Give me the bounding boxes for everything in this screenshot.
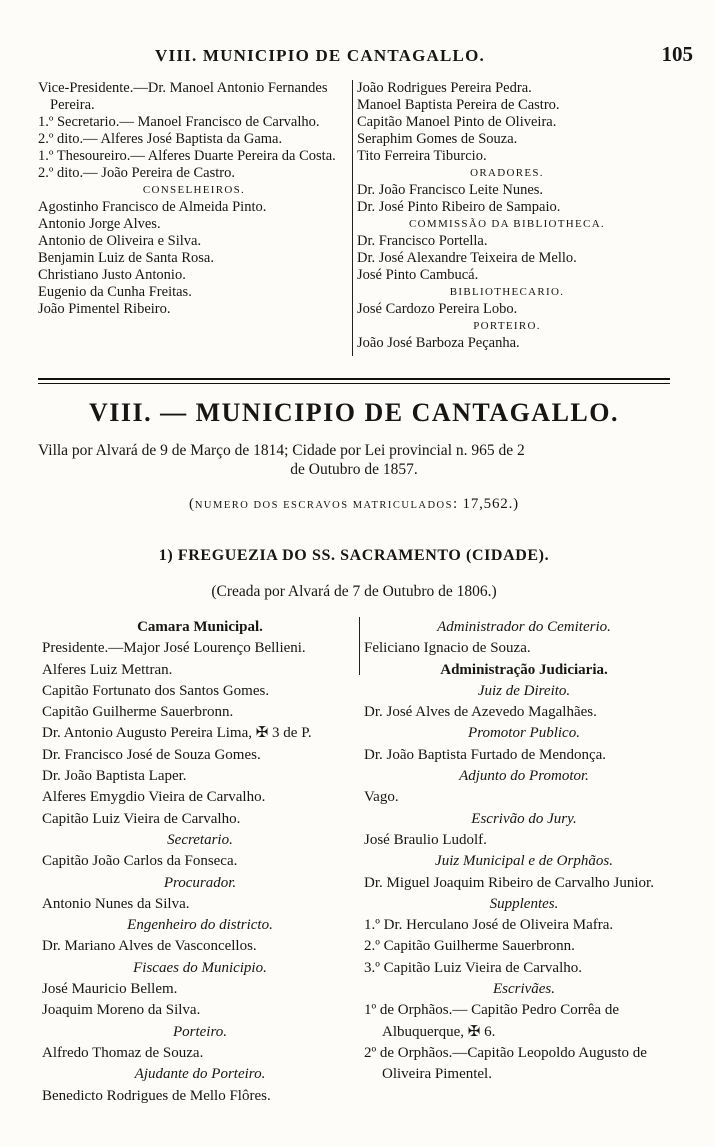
juiz-direito: Dr. José Alves de Azevedo Magalhães.	[364, 704, 597, 721]
list-item: Christiano Justo Antonio.	[38, 267, 186, 283]
procurador: Antonio Nunes da Silva.	[42, 895, 190, 912]
list-item: João Pimentel Ribeiro.	[38, 301, 171, 317]
porteiro-heading: Porteiro.	[172, 1023, 228, 1040]
bibliothecario-heading: BIBLIOTHECARIO.	[449, 286, 565, 298]
list-item: Dr. Francisco Portella.	[357, 233, 488, 249]
escrivao-jury: José Braulio Ludolf.	[364, 831, 487, 848]
parish-title: 1) FREGUEZIA DO SS. SACRAMENTO (CIDADE).	[158, 547, 550, 564]
adjunto: Vago.	[364, 789, 399, 806]
list-item: 1º de Orphãos.— Capitão Pedro Corrêa de Albuquerque, ✠ 6.	[364, 1002, 619, 1040]
slaves-value: 17,562	[462, 496, 509, 512]
list-item: João José Barboza Peçanha.	[357, 335, 520, 351]
list-item: Alferes Luiz Mettran.	[42, 661, 173, 678]
list-item: Antonio de Oliveira e Silva.	[38, 233, 202, 249]
juiz-municipal-heading: Juiz Municipal e de Orphãos.	[435, 853, 613, 870]
villa-line-2: de Outubro de 1857.	[290, 461, 418, 478]
lower-left-column	[42, 617, 358, 1107]
list-item: José Cardozo Pereira Lobo.	[357, 301, 518, 317]
list-item: José Mauricio Bellem.	[42, 981, 178, 998]
list-item: Dr. Francisco José de Souza Gomes.	[42, 746, 261, 763]
judiciaria-heading: Administração Judiciaria.	[440, 661, 608, 678]
juiz-direito-heading: Juiz de Direito.	[477, 682, 571, 699]
column-divider	[359, 617, 360, 675]
segundo-thesoureiro: 2.º dito.— João Pereira de Castro.	[38, 165, 235, 181]
list-item: João Rodrigues Pereira Pedra.	[357, 80, 532, 96]
page-number: 105	[661, 42, 693, 66]
list-item: Seraphim Gomes de Souza.	[357, 131, 518, 147]
primeiro-thesoureiro: 1.º Thesoureiro.— Alferes Duarte Pereira da Costa.	[38, 148, 336, 164]
column-divider	[352, 80, 353, 356]
list-item: Dr. João Francisco Leite Nunes.	[357, 182, 544, 198]
list-item: Dr. João Baptista Laper.	[42, 768, 187, 785]
list-item: Joaquim Moreno da Silva.	[42, 1002, 201, 1019]
camara-heading: Camara Municipal.	[137, 619, 263, 635]
list-item: Capitão Luiz Vieira de Carvalho.	[42, 810, 241, 827]
cemiterio-heading: Administrador do Cemiterio.	[437, 619, 611, 635]
escrivaes-heading: Escrivães.	[492, 981, 556, 998]
juiz-municipal: Dr. Miguel Joaquim Ribeiro de Carvalho Junior.	[364, 874, 654, 891]
list-item: Agostinho Francisco de Almeida Pinto.	[38, 199, 267, 215]
porteiro: Alfredo Thomaz de Souza.	[42, 1044, 204, 1061]
supplentes-heading: Supplentes.	[489, 895, 559, 912]
list-item: José Pinto Cambucá.	[357, 267, 479, 283]
list-item: Antonio Jorge Alves.	[38, 216, 161, 232]
presidente: Presidente.—Major José Lourenço Bellieni.	[42, 640, 306, 657]
ajudante-heading: Ajudante do Porteiro.	[134, 1066, 266, 1083]
list-item: Dr. José Pinto Ribeiro de Sampaio.	[357, 199, 561, 215]
promotor-heading: Promotor Publico.	[468, 725, 580, 742]
ajudante: Benedicto Rodrigues de Mello Flôres.	[42, 1087, 271, 1104]
conselheiros-heading: CONSELHEIROS.	[142, 184, 246, 196]
list-item: Capitão Fortunato dos Santos Gomes.	[42, 682, 270, 699]
slaves-count: (NUMERO DOS ESCRAVOS MATRICULADOS: 17,562.)	[189, 496, 519, 512]
vice-presidente: Vice-Presidente.—Dr. Manoel Antonio Fernandes Pereira.	[38, 80, 328, 113]
commissao-heading: COMMISSÃO DA BIBLIOTHECA.	[409, 218, 605, 230]
segundo-secretario: 2.º dito.— Alferes José Baptista da Gama.	[38, 131, 283, 147]
parish-created: (Creada por Alvará de 7 de Outubro de 1806.)	[211, 583, 497, 600]
section-rule	[38, 378, 670, 380]
list-item: Benjamin Luiz de Santa Rosa.	[38, 250, 214, 266]
secretario-heading: Secretario.	[167, 831, 233, 848]
list-item: Dr. Antonio Augusto Pereira Lima, ✠ 3 de P.	[42, 725, 312, 742]
list-item: 3.º Capitão Luiz Vieira de Carvalho.	[364, 959, 582, 976]
slaves-label: NUMERO DOS ESCRAVOS MATRICULADOS	[194, 500, 453, 511]
upper-left-column	[38, 80, 350, 318]
list-item: 1.º Dr. Herculano José de Oliveira Mafra.	[364, 917, 614, 934]
fiscaes-heading: Fiscaes do Municipio.	[133, 959, 267, 976]
section-title: VIII. — MUNICIPIO DE CANTAGALLO.	[88, 398, 619, 427]
upper-right-column	[357, 80, 657, 352]
engenheiro-heading: Engenheiro do districto.	[127, 917, 273, 934]
escrivao-jury-heading: Escrivão do Jury.	[471, 810, 577, 827]
adjunto-heading: Adjunto do Promotor.	[459, 768, 589, 785]
list-item: Capitão Guilherme Sauerbronn.	[42, 704, 234, 721]
lower-right-column	[364, 617, 684, 1086]
secretario: Capitão João Carlos da Fonseca.	[42, 853, 238, 870]
porteiro-heading: PORTEIRO.	[473, 320, 541, 332]
list-item: Tito Ferreira Tiburcio.	[357, 148, 487, 164]
list-item: 2º de Orphãos.—Capitão Leopoldo Augusto de Oliveira Pimentel.	[364, 1044, 647, 1083]
cemiterio: Feliciano Ignacio de Souza.	[364, 640, 531, 657]
list-item: Dr. José Alexandre Teixeira de Mello.	[357, 250, 577, 266]
promotor: Dr. João Baptista Furtado de Mendonça.	[364, 746, 607, 763]
villa-line-1: Villa por Alvará de 9 de Março de 1814; Cidade por Lei provincial n. 965 de 2	[38, 442, 525, 459]
procurador-heading: Procurador.	[163, 874, 237, 891]
list-item: Eugenio da Cunha Freitas.	[38, 284, 192, 300]
list-item: Manoel Baptista Pereira de Castro.	[357, 97, 560, 113]
running-title: VIII. MUNICIPIO DE CANTAGALLO.	[155, 46, 485, 65]
list-item: 2.º Capitão Guilherme Sauerbronn.	[364, 938, 575, 955]
oradores-heading: ORADORES.	[470, 167, 544, 179]
list-item: Alferes Emygdio Vieira de Carvalho.	[42, 789, 266, 806]
engenheiro: Dr. Mariano Alves de Vasconcellos.	[42, 938, 257, 955]
list-item: Capitão Manoel Pinto de Oliveira.	[357, 114, 557, 130]
primeiro-secretario: 1.º Secretario.— Manoel Francisco de Carvalho.	[38, 114, 320, 130]
section-rule-thin	[38, 383, 670, 384]
